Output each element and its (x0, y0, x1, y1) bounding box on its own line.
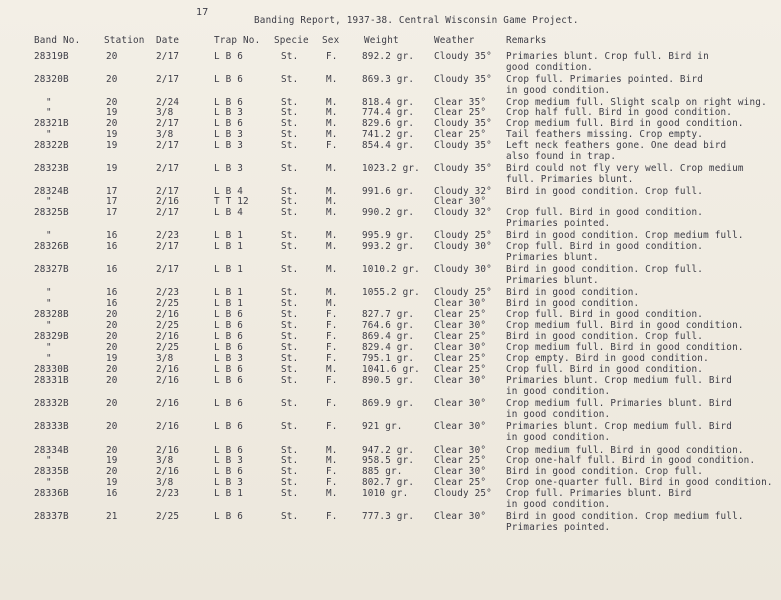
station-cell: 19 (106, 107, 118, 118)
remarks-line: Crop empty. Bird in good condition. (506, 353, 709, 364)
date-cell: 3/8 (156, 455, 174, 466)
sex-cell: F. (326, 140, 338, 151)
date-cell: 2/17 (156, 140, 180, 151)
weight-cell: 885 gr. (362, 466, 403, 477)
trap-number-cell: L B 6 (214, 466, 243, 477)
column-header-specie: Specie (274, 35, 309, 46)
sex-cell: M. (326, 287, 338, 298)
specie-cell: St. (281, 207, 299, 218)
weight-cell: 947.2 gr. (362, 445, 415, 456)
date-cell: 2/23 (156, 230, 180, 241)
remarks-line: Crop medium full. Bird in good condition. (506, 118, 744, 129)
trap-number-cell: L B 1 (214, 264, 243, 275)
specie-cell: St. (281, 331, 299, 342)
date-cell: 3/8 (156, 477, 174, 488)
trap-number-cell: L B 6 (214, 364, 243, 375)
station-cell: 20 (106, 466, 118, 477)
remarks-line: Primaries pointed. (506, 218, 611, 229)
weather-cell: Cloudy 25° (434, 230, 492, 241)
band-number-cell: " (46, 129, 52, 140)
weather-cell: Cloudy 35° (434, 118, 492, 129)
weather-cell: Clear 25° (434, 353, 487, 364)
remarks-line: Bird in good condition. (506, 287, 640, 298)
sex-cell: M. (326, 241, 338, 252)
weather-cell: Clear 30° (434, 298, 487, 309)
specie-cell: St. (281, 241, 299, 252)
weather-cell: Clear 30° (434, 511, 487, 522)
specie-cell: St. (281, 196, 299, 207)
trap-number-cell: L B 4 (214, 207, 243, 218)
band-number-cell: 28327B (34, 264, 69, 275)
weight-cell: 958.5 gr. (362, 455, 415, 466)
sex-cell: M. (326, 455, 338, 466)
station-cell: 16 (106, 230, 118, 241)
trap-number-cell: L B 4 (214, 186, 243, 197)
remarks-line: Crop one-half full. Bird in good condition. (506, 455, 756, 466)
weight-cell: 1023.2 gr. (362, 163, 420, 174)
station-cell: 19 (106, 129, 118, 140)
weight-cell: 890.5 gr. (362, 375, 415, 386)
remarks-line: Bird in good condition. Crop full. (506, 186, 704, 197)
trap-number-cell: L B 6 (214, 51, 243, 62)
sex-cell: M. (326, 264, 338, 275)
remarks-line: Primaries blunt. Crop medium full. Bird (506, 375, 733, 386)
weather-cell: Cloudy 35° (434, 51, 492, 62)
specie-cell: St. (281, 264, 299, 275)
station-cell: 20 (106, 309, 118, 320)
specie-cell: St. (281, 97, 299, 108)
date-cell: 2/25 (156, 298, 180, 309)
remarks-line: Bird in good condition. Crop medium full. (506, 511, 744, 522)
sex-cell: M. (326, 186, 338, 197)
trap-number-cell: L B 6 (214, 118, 243, 129)
weight-cell: 802.7 gr. (362, 477, 415, 488)
weight-cell: 1010.2 gr. (362, 264, 420, 275)
band-number-cell: " (46, 298, 52, 309)
specie-cell: St. (281, 186, 299, 197)
trap-number-cell: L B 3 (214, 477, 243, 488)
station-cell: 20 (106, 97, 118, 108)
sex-cell: F. (326, 309, 338, 320)
remarks-line: full. Primaries blunt. (506, 174, 634, 185)
remarks-line: good condition. (506, 62, 593, 73)
band-number-cell: 28319B (34, 51, 69, 62)
specie-cell: St. (281, 421, 299, 432)
weight-cell: 921 gr. (362, 421, 403, 432)
weight-cell: 869.4 gr. (362, 331, 415, 342)
specie-cell: St. (281, 488, 299, 499)
specie-cell: St. (281, 375, 299, 386)
sex-cell: M. (326, 163, 338, 174)
band-number-cell: 28322B (34, 140, 69, 151)
trap-number-cell: L B 6 (214, 97, 243, 108)
date-cell: 3/8 (156, 129, 174, 140)
station-cell: 20 (106, 74, 118, 85)
remarks-line: Crop medium full. Slight scalp on right wing. (506, 97, 767, 108)
date-cell: 3/8 (156, 107, 174, 118)
trap-number-cell: L B 1 (214, 241, 243, 252)
band-number-cell: 28335B (34, 466, 69, 477)
weight-cell: 1055.2 gr. (362, 287, 420, 298)
remarks-line: Crop full. Bird in good condition. (506, 309, 704, 320)
weight-cell: 993.2 gr. (362, 241, 415, 252)
weight-cell: 991.6 gr. (362, 186, 415, 197)
date-cell: 2/23 (156, 287, 180, 298)
band-number-cell: " (46, 353, 52, 364)
station-cell: 20 (106, 320, 118, 331)
remarks-line: in good condition. (506, 85, 611, 96)
trap-number-cell: L B 1 (214, 298, 243, 309)
band-number-cell: " (46, 196, 52, 207)
specie-cell: St. (281, 230, 299, 241)
sex-cell: F. (326, 375, 338, 386)
remarks-line: Tail feathers missing. Crop empty. (506, 129, 704, 140)
trap-number-cell: L B 6 (214, 309, 243, 320)
remarks-line: Primaries blunt. Crop medium full. Bird (506, 421, 733, 432)
band-number-cell: 28336B (34, 488, 69, 499)
remarks-line: Crop full. Primaries blunt. Bird (506, 488, 692, 499)
remarks-line: Crop full. Bird in good condition. (506, 241, 704, 252)
station-cell: 19 (106, 353, 118, 364)
specie-cell: St. (281, 342, 299, 353)
sex-cell: M. (326, 230, 338, 241)
station-cell: 20 (106, 364, 118, 375)
weather-cell: Clear 30° (434, 342, 487, 353)
remarks-line: Crop medium full. Primaries blunt. Bird (506, 398, 733, 409)
remarks-line: Crop full. Bird in good condition. (506, 207, 704, 218)
specie-cell: St. (281, 353, 299, 364)
specie-cell: St. (281, 163, 299, 174)
column-header-station: Station (104, 35, 145, 46)
weather-cell: Clear 30° (434, 445, 487, 456)
band-number-cell: " (46, 287, 52, 298)
sex-cell: M. (326, 364, 338, 375)
date-cell: 2/16 (156, 421, 180, 432)
date-cell: 2/25 (156, 511, 180, 522)
remarks-line: Crop medium full. Bird in good condition. (506, 342, 744, 353)
specie-cell: St. (281, 320, 299, 331)
station-cell: 19 (106, 163, 118, 174)
remarks-line: Primaries blunt. (506, 275, 599, 286)
date-cell: 2/17 (156, 118, 180, 129)
remarks-line: in good condition. (506, 409, 611, 420)
trap-number-cell: L B 6 (214, 320, 243, 331)
specie-cell: St. (281, 287, 299, 298)
remarks-line: Bird in good condition. (506, 298, 640, 309)
band-number-cell: " (46, 97, 52, 108)
band-number-cell: " (46, 477, 52, 488)
weather-cell: Clear 25° (434, 331, 487, 342)
weather-cell: Cloudy 32° (434, 186, 492, 197)
remarks-line: Bird in good condition. Crop full. (506, 264, 704, 275)
weight-cell: 1010 gr. (362, 488, 409, 499)
weather-cell: Clear 25° (434, 477, 487, 488)
weight-cell: 774.4 gr. (362, 107, 415, 118)
date-cell: 2/17 (156, 163, 180, 174)
specie-cell: St. (281, 398, 299, 409)
date-cell: 2/24 (156, 97, 180, 108)
band-number-cell: " (46, 342, 52, 353)
date-cell: 2/16 (156, 196, 180, 207)
weather-cell: Cloudy 35° (434, 140, 492, 151)
sex-cell: M. (326, 74, 338, 85)
sex-cell: M. (326, 97, 338, 108)
station-cell: 19 (106, 477, 118, 488)
station-cell: 16 (106, 488, 118, 499)
sex-cell: M. (326, 298, 338, 309)
specie-cell: St. (281, 309, 299, 320)
station-cell: 17 (106, 196, 118, 207)
remarks-line: also found in trap. (506, 151, 617, 162)
station-cell: 16 (106, 241, 118, 252)
sex-cell: F. (326, 353, 338, 364)
station-cell: 20 (106, 51, 118, 62)
specie-cell: St. (281, 445, 299, 456)
station-cell: 16 (106, 287, 118, 298)
weather-cell: Clear 25° (434, 364, 487, 375)
weight-cell: 1041.6 gr. (362, 364, 420, 375)
specie-cell: St. (281, 466, 299, 477)
trap-number-cell: L B 6 (214, 445, 243, 456)
band-number-cell: 28323B (34, 163, 69, 174)
weight-cell: 741.2 gr. (362, 129, 415, 140)
weight-cell: 795.1 gr. (362, 353, 415, 364)
station-cell: 20 (106, 118, 118, 129)
remarks-line: Crop one-quarter full. Bird in good condition. (506, 477, 773, 488)
trap-number-cell: L B 6 (214, 342, 243, 353)
date-cell: 2/25 (156, 320, 180, 331)
report-title: Banding Report, 1937-38. Central Wisconsin Game Project. (254, 15, 579, 26)
weather-cell: Clear 25° (434, 129, 487, 140)
weather-cell: Clear 30° (434, 375, 487, 386)
band-number-cell: 28321B (34, 118, 69, 129)
remarks-line: Bird could not fly very well. Crop medium (506, 163, 744, 174)
band-number-cell: 28324B (34, 186, 69, 197)
date-cell: 2/17 (156, 74, 180, 85)
column-header-weight: Weight (364, 35, 399, 46)
station-cell: 16 (106, 264, 118, 275)
weather-cell: Clear 30° (434, 196, 487, 207)
weight-cell: 764.6 gr. (362, 320, 415, 331)
specie-cell: St. (281, 118, 299, 129)
sex-cell: M. (326, 488, 338, 499)
sex-cell: F. (326, 477, 338, 488)
weather-cell: Clear 30° (434, 398, 487, 409)
column-header-weather: Weather (434, 35, 475, 46)
weight-cell: 777.3 gr. (362, 511, 415, 522)
trap-number-cell: L B 3 (214, 455, 243, 466)
specie-cell: St. (281, 455, 299, 466)
weight-cell: 829.4 gr. (362, 342, 415, 353)
date-cell: 2/17 (156, 264, 180, 275)
band-number-cell: 28329B (34, 331, 69, 342)
band-number-cell: 28326B (34, 241, 69, 252)
station-cell: 20 (106, 445, 118, 456)
remarks-line: Bird in good condition. Crop medium full. (506, 230, 744, 241)
weight-cell: 869.9 gr. (362, 398, 415, 409)
weather-cell: Clear 30° (434, 320, 487, 331)
trap-number-cell: L B 6 (214, 511, 243, 522)
band-number-cell: " (46, 107, 52, 118)
remarks-line: Primaries pointed. (506, 522, 611, 533)
page-number: 17 (196, 7, 209, 18)
weather-cell: Cloudy 25° (434, 287, 492, 298)
band-number-cell: 28320B (34, 74, 69, 85)
remarks-line: Primaries blunt. (506, 252, 599, 263)
trap-number-cell: L B 3 (214, 163, 243, 174)
remarks-line: Primaries blunt. Crop full. Bird in (506, 51, 709, 62)
band-number-cell: " (46, 320, 52, 331)
station-cell: 19 (106, 455, 118, 466)
date-cell: 2/17 (156, 186, 180, 197)
specie-cell: St. (281, 477, 299, 488)
date-cell: 2/16 (156, 364, 180, 375)
station-cell: 20 (106, 375, 118, 386)
specie-cell: St. (281, 511, 299, 522)
band-number-cell: 28337B (34, 511, 69, 522)
station-cell: 20 (106, 398, 118, 409)
band-number-cell: 28331B (34, 375, 69, 386)
sex-cell: F. (326, 320, 338, 331)
sex-cell: F. (326, 466, 338, 477)
weight-cell: 990.2 gr. (362, 207, 415, 218)
weather-cell: Cloudy 35° (434, 163, 492, 174)
specie-cell: St. (281, 129, 299, 140)
band-number-cell: " (46, 455, 52, 466)
sex-cell: F. (326, 511, 338, 522)
weight-cell: 892.2 gr. (362, 51, 415, 62)
specie-cell: St. (281, 74, 299, 85)
weather-cell: Cloudy 30° (434, 264, 492, 275)
date-cell: 3/8 (156, 353, 174, 364)
trap-number-cell: L B 1 (214, 230, 243, 241)
weather-cell: Clear 30° (434, 421, 487, 432)
date-cell: 2/16 (156, 445, 180, 456)
date-cell: 2/16 (156, 309, 180, 320)
trap-number-cell: L B 1 (214, 287, 243, 298)
date-cell: 2/17 (156, 207, 180, 218)
weather-cell: Cloudy 30° (434, 241, 492, 252)
weather-cell: Clear 25° (434, 309, 487, 320)
band-number-cell: 28328B (34, 309, 69, 320)
station-cell: 20 (106, 342, 118, 353)
trap-number-cell: L B 1 (214, 488, 243, 499)
date-cell: 2/16 (156, 375, 180, 386)
date-cell: 2/23 (156, 488, 180, 499)
weight-cell: 827.7 gr. (362, 309, 415, 320)
weight-cell: 829.6 gr. (362, 118, 415, 129)
weather-cell: Clear 30° (434, 466, 487, 477)
trap-number-cell: L B 6 (214, 398, 243, 409)
weight-cell: 869.3 gr. (362, 74, 415, 85)
column-header-band: Band No. (34, 35, 81, 46)
weather-cell: Cloudy 25° (434, 488, 492, 499)
station-cell: 20 (106, 331, 118, 342)
sex-cell: F. (326, 342, 338, 353)
weather-cell: Cloudy 35° (434, 74, 492, 85)
station-cell: 16 (106, 298, 118, 309)
specie-cell: St. (281, 364, 299, 375)
date-cell: 2/25 (156, 342, 180, 353)
station-cell: 21 (106, 511, 118, 522)
trap-number-cell: L B 6 (214, 375, 243, 386)
column-header-remarks: Remarks (506, 35, 547, 46)
date-cell: 2/16 (156, 398, 180, 409)
band-number-cell: 28333B (34, 421, 69, 432)
sex-cell: M. (326, 445, 338, 456)
station-cell: 19 (106, 140, 118, 151)
remarks-line: Crop full. Bird in good condition. (506, 364, 704, 375)
weight-cell: 995.9 gr. (362, 230, 415, 241)
remarks-line: Bird in good condition. Crop full. (506, 331, 704, 342)
trap-number-cell: L B 6 (214, 421, 243, 432)
sex-cell: M. (326, 129, 338, 140)
band-number-cell: 28332B (34, 398, 69, 409)
sex-cell: F. (326, 421, 338, 432)
sex-cell: F. (326, 51, 338, 62)
sex-cell: M. (326, 107, 338, 118)
trap-number-cell: L B 3 (214, 129, 243, 140)
specie-cell: St. (281, 298, 299, 309)
weight-cell: 854.4 gr. (362, 140, 415, 151)
station-cell: 17 (106, 207, 118, 218)
band-number-cell: 28325B (34, 207, 69, 218)
remarks-line: Bird in good condition. Crop full. (506, 466, 704, 477)
column-header-trap: Trap No. (214, 35, 261, 46)
weather-cell: Clear 25° (434, 455, 487, 466)
specie-cell: St. (281, 107, 299, 118)
trap-number-cell: L B 3 (214, 140, 243, 151)
remarks-line: in good condition. (506, 432, 611, 443)
remarks-line: Crop medium full. Bird in good condition. (506, 320, 744, 331)
sex-cell: M. (326, 207, 338, 218)
remarks-line: in good condition. (506, 386, 611, 397)
specie-cell: St. (281, 140, 299, 151)
column-header-sex: Sex (322, 35, 340, 46)
date-cell: 2/17 (156, 241, 180, 252)
column-header-date: Date (156, 35, 180, 46)
remarks-line: in good condition. (506, 499, 611, 510)
date-cell: 2/17 (156, 51, 180, 62)
trap-number-cell: T T 12 (214, 196, 249, 207)
station-cell: 17 (106, 186, 118, 197)
remarks-line: Crop half full. Bird in good condition. (506, 107, 733, 118)
date-cell: 2/16 (156, 466, 180, 477)
sex-cell: F. (326, 398, 338, 409)
sex-cell: F. (326, 331, 338, 342)
band-number-cell: " (46, 230, 52, 241)
trap-number-cell: L B 3 (214, 353, 243, 364)
weather-cell: Clear 25° (434, 107, 487, 118)
sex-cell: M. (326, 118, 338, 129)
band-number-cell: 28330B (34, 364, 69, 375)
sex-cell: M. (326, 196, 338, 207)
remarks-line: Crop full. Primaries pointed. Bird (506, 74, 704, 85)
trap-number-cell: L B 3 (214, 107, 243, 118)
station-cell: 20 (106, 421, 118, 432)
date-cell: 2/16 (156, 331, 180, 342)
remarks-line: Crop medium full. Bird in good condition. (506, 445, 744, 456)
weight-cell: 818.4 gr. (362, 97, 415, 108)
band-number-cell: 28334B (34, 445, 69, 456)
weather-cell: Cloudy 32° (434, 207, 492, 218)
specie-cell: St. (281, 51, 299, 62)
weather-cell: Clear 35° (434, 97, 487, 108)
remarks-line: Left neck feathers gone. One dead bird (506, 140, 727, 151)
trap-number-cell: L B 6 (214, 74, 243, 85)
trap-number-cell: L B 6 (214, 331, 243, 342)
